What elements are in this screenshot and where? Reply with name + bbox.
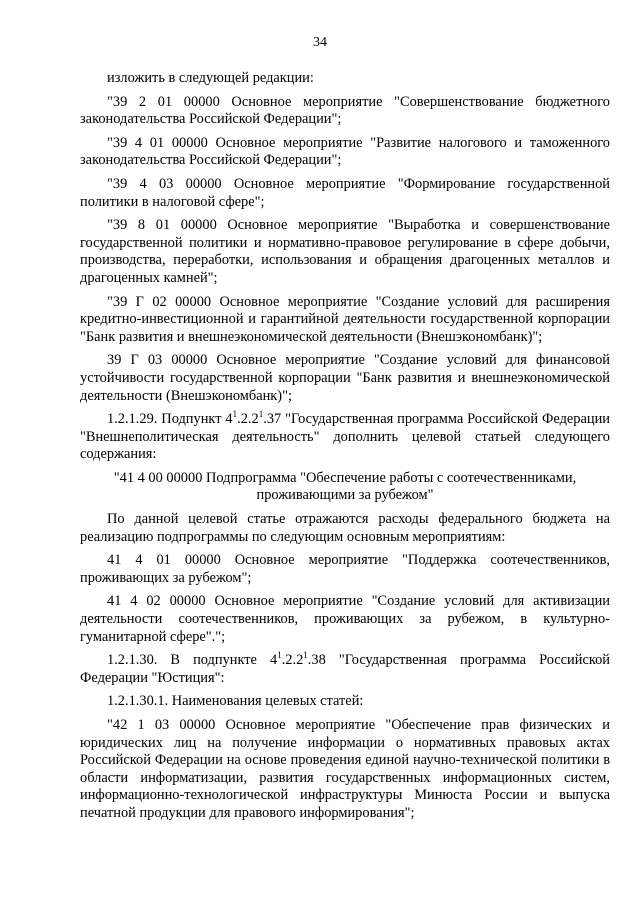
target-article-42-1-03: "42 1 03 00000 Основное мероприятие "Обеспечение прав физических и юридических лиц на получение информации о нормативных правовых актах Российской Федерации на основе проведения единой научно-технической политики в области информатизации, развития государственных информационных систем, информационно-технологической инфраструктуры Минюста России и выпуска печатной продукции для правового информирования";	[80, 717, 610, 821]
target-article-39-g-03: 39 Г 03 00000 Основное мероприятие "Создание условий для финансовой устойчивости государственной корпорации "Банк развития и внешнеэкономической деятельности (Внешэкономбанк)";	[80, 352, 610, 404]
target-article-39-g-02: "39 Г 02 00000 Основное мероприятие "Создание условий для расширения кредитно-инвестиционной и гарантийной деятельности государственной корпорации "Банк развития и внешнеэкономической деятельности (Внешэкономбанк)";	[80, 293, 610, 345]
clause-1-2-1-29-sup2: 1	[258, 409, 264, 420]
clause-1-2-1-30-sup2: 1	[303, 650, 308, 661]
clause-1-2-1-30-mid: .2.2	[281, 652, 304, 669]
expenses-description: По данной целевой статье отражаются расходы федерального бюджета на реализацию подпрограммы по следующим основным мероприятиям:	[80, 511, 610, 545]
clause-1-2-1-30	[80, 652, 610, 687]
document-body	[80, 70, 610, 829]
subprogram-heading-41-4: "41 4 00 00000 Подпрограмма "Обеспечение работы с соотечественниками, проживающими за рубежом"	[113, 469, 577, 504]
target-article-39-2-01: "39 2 01 00000 Основное мероприятие "Совершенствование бюджетного законодательства Российской Федерации";	[80, 93, 610, 128]
clause-1-2-1-29-pre: 1.2.1.29. Подпункт 4	[107, 411, 233, 428]
target-article-39-4-03: "39 4 03 00000 Основное мероприятие "Формирование государственной политики в налоговой сфере";	[80, 175, 610, 210]
target-article-41-4-02: 41 4 02 00000 Основное мероприятие "Создание условий для активизации деятельности соотечественников, проживающих за рубежом, в культурно-гуманитарной сфере".";	[80, 593, 610, 645]
intro-paragraph: изложить в следующей редакции:	[107, 70, 314, 86]
target-article-39-8-01: "39 8 01 00000 Основное мероприятие "Выработка и совершенствование государственной политики и нормативно-правовое регулирование в сфере добычи, производства, переработки, использования и обращения драгоценных металлов и драгоценных камней";	[80, 217, 610, 286]
page-number: 34	[313, 35, 327, 50]
clause-1-2-1-29-sup1: 1	[232, 409, 238, 420]
clause-1-2-1-30-1: 1.2.1.30.1. Наименования целевых статей:	[107, 693, 364, 710]
target-article-39-4-01: "39 4 01 00000 Основное мероприятие "Развитие налогового и таможенного законодательства Российской Федерации";	[80, 134, 610, 169]
clause-1-2-1-29	[80, 411, 610, 464]
clause-1-2-1-29-mid: .2.2	[237, 411, 259, 428]
target-article-41-4-01: 41 4 01 00000 Основное мероприятие "Поддержка соотечественников, проживающих за рубежом";	[80, 552, 610, 586]
clause-1-2-1-30-sup1: 1	[277, 650, 282, 661]
clause-1-2-1-30-post: .38 "Государственная программа Российской Федерации "Юстиция":	[80, 652, 610, 686]
clause-1-2-1-29-post: .37 "Государственная программа Российской Федерации "Внешнеполитическая деятельность" дополнить целевой статьей следующего содержания:	[80, 411, 610, 463]
clause-1-2-1-30-pre: 1.2.1.30. В подпункте 4	[107, 652, 278, 669]
